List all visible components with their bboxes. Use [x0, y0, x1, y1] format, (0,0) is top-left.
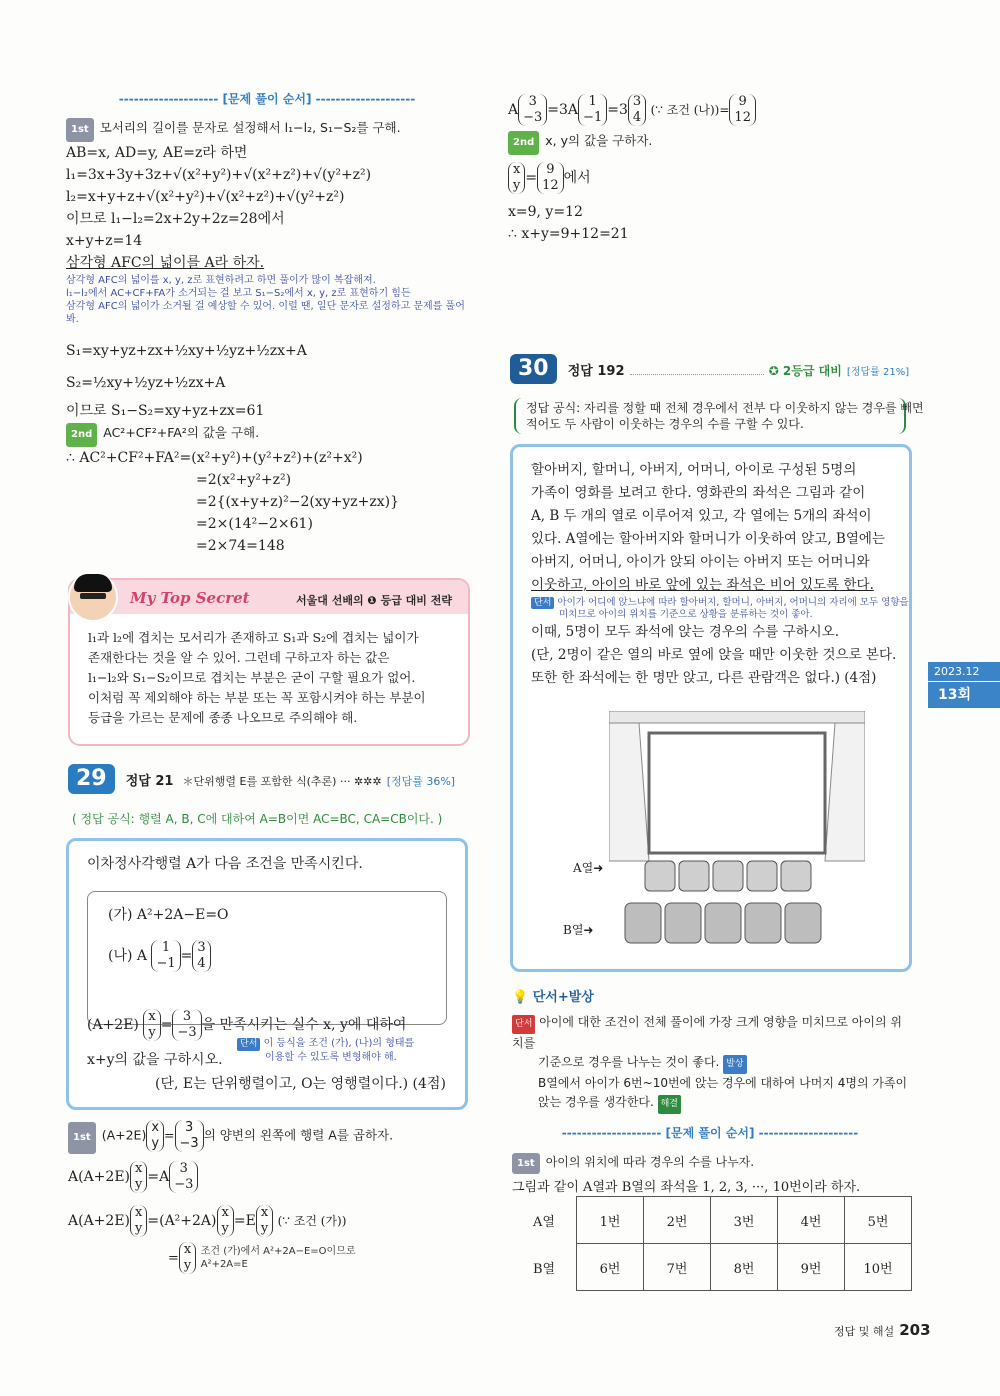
- stem-line: 있다. A열에는 할아버지와 할머니가 이웃하여 앉고, B열에는: [531, 531, 885, 547]
- matrix: 1 −1: [578, 94, 607, 126]
- matrix: 3 −3: [518, 94, 547, 126]
- hint-tag: 단서: [531, 597, 554, 609]
- step-1: [66, 117, 468, 142]
- step-text: AC²+CF²+FA²의 값을 구해.: [103, 425, 260, 440]
- matrix: x y: [217, 1205, 234, 1237]
- q29-solution: [68, 1120, 468, 1274]
- step-2: [66, 422, 468, 447]
- sol-line: S₁=xy+yz+zx+½xy+½yz+½zx+A: [66, 343, 307, 359]
- q29-hint: [237, 1037, 414, 1064]
- secret-subtitle: 서울대 선배의 ❶ 등급 대비 전략: [296, 594, 452, 607]
- sol-line: 이므로 l₁−l₂=2x+2y+2z=28에서: [66, 211, 285, 227]
- sol-line: =2{(x+y+z)²−2(xy+yz+zx)}: [196, 494, 400, 510]
- q29-ask3: (단, E는 단위행렬이고, O는 영행렬이다.) (4점): [155, 1076, 446, 1092]
- matrix: x y: [130, 1161, 147, 1193]
- row-b-seats: [625, 903, 821, 943]
- sol-line: =2(x²+y²+z²): [196, 472, 292, 488]
- avatar: [68, 572, 118, 622]
- bulb-icon: 💡: [512, 990, 529, 1005]
- hint-text: 미치므로 아이의 위치를 기준으로 상황을 분류하는 것이 좋아.: [559, 609, 813, 620]
- seat-cell: 4번: [778, 1197, 845, 1244]
- sol-text: =3: [607, 102, 628, 118]
- clue-line: [512, 1013, 908, 1053]
- seat-cell: 1번: [577, 1197, 644, 1244]
- correct-rate: [정답률 36%]: [386, 775, 456, 788]
- clue-text: 앉는 경우를 생각한다.: [538, 1095, 654, 1109]
- seat-cell: 6번: [577, 1244, 644, 1291]
- matrix: 9 12: [537, 162, 564, 194]
- matrix: x y: [179, 1242, 196, 1274]
- clue-tag: 해결: [658, 1095, 681, 1114]
- q29-stem: 이차정사각행렬 A가 다음 조건을 만족시킨다.: [87, 856, 363, 872]
- stem-line: 이웃하고, 아이의 바로 앞에 있는 좌석은 비어 있도록 한다.: [531, 577, 874, 593]
- my-top-secret-box: [68, 578, 470, 746]
- step-text: 아이의 위치에 따라 경우의 수를 나누자.: [545, 1155, 755, 1169]
- exam-side-tab: [928, 662, 1000, 708]
- stem-line: 이때, 5명이 모두 좌석에 앉는 경우의 수를 구하시오.: [531, 624, 840, 640]
- ask-text: 을 만족시키는 실수 x, y에 대하여: [201, 1017, 407, 1033]
- seat-cell: 5번: [845, 1197, 912, 1244]
- clue-title: [512, 988, 908, 1007]
- matrix: x y: [508, 162, 525, 194]
- note: [201, 1245, 356, 1271]
- clue-line: [512, 1053, 908, 1074]
- stem-line: 아버지, 어머니, 아이가 앉되 아이는 아버지 또는 어머니와: [531, 554, 870, 570]
- theater-illustration: [609, 711, 865, 951]
- q29-formula: ( 정답 공식: 행렬 A, B, C에 대하여 A=B이면 AC=BC, CA=CB이다. ): [72, 812, 443, 826]
- sol-line: x y =9 12 에서: [508, 155, 910, 201]
- stem-line: 또한 한 좌석에는 한 명만 앉고, 다른 관람객은 없다.) (4점): [531, 670, 877, 686]
- sol-text: (A+2E): [101, 1127, 147, 1143]
- note: 삼각형 AFC의 넓이가 소거될 걸 예상할 수 있어. 이럴 땐, 일단 문자로 설정하고 문제를 풀어봐.: [66, 301, 465, 325]
- secret-line: 이처럼 꼭 제외해야 하는 부분 또는 꼭 포함시켜야 하는 부분이: [88, 690, 426, 705]
- step-text: x, y의 값을 구하자.: [545, 133, 653, 148]
- page-footer: [834, 1320, 931, 1339]
- stem-line: 할아버지, 할머니, 아버지, 어머니, 아이로 구성된 5명의: [531, 462, 857, 478]
- hint-text: 이 등식을 조건 (가), (나)의 형태를: [263, 1038, 415, 1049]
- q30-stem: [531, 459, 909, 690]
- sol-text: (∵ 조건 (나))=: [650, 103, 730, 117]
- stem-line: (단, 2명이 같은 열의 바로 옆에 앉을 때만 이웃한 것으로 본다.: [531, 647, 897, 663]
- sol-line: [68, 1200, 468, 1242]
- answer: 정답 192: [567, 364, 625, 379]
- sol-line: S₂=½xy+½yz+½zx+A: [66, 375, 226, 391]
- step-tag: 1st: [68, 1122, 96, 1154]
- table-row: [512, 1197, 912, 1244]
- step-text: 모서리의 길이를 문자로 설정해서 l₁−l₂, S₁−S₂를 구해.: [99, 120, 401, 135]
- sol-text: =(A²+2A): [147, 1212, 217, 1229]
- ask-text: (A+2E): [87, 1017, 139, 1033]
- sol-text: (∵ 조건 (가)): [277, 1213, 347, 1228]
- matrix: x y: [146, 1120, 164, 1152]
- sol-line: 그림과 같이 A열과 B열의 좌석을 1, 2, 3, ···, 10번이라 하자.: [512, 1180, 861, 1195]
- curtain-right: [825, 723, 865, 861]
- seat-cell: 10번: [845, 1244, 912, 1291]
- clue-line: [512, 1093, 908, 1114]
- secret-line: 존재한다는 것을 알 수 있어. 그런데 구하고자 하는 값은: [88, 650, 390, 665]
- q30-box: [510, 444, 912, 972]
- eq: =: [160, 1017, 173, 1033]
- matrix: 3 −3: [172, 1009, 201, 1041]
- sol-line: l₂=x+y+z+√(x²+y²)+√(x²+z²)+√(y²+z²): [66, 189, 345, 205]
- left-column: [66, 90, 468, 557]
- step-tag: 1st: [512, 1153, 540, 1174]
- sol-text: A(A+2E): [68, 1168, 131, 1185]
- matrix: 3 −3: [169, 1161, 198, 1193]
- note: l₁−l₂에서 AC+CF+FA가 소거되는 걸 보고 S₁−S₂에서 x, y, z로 표현하기 힘든: [66, 288, 411, 299]
- clue-text: 기준으로 경우를 나누는 것이 좋다.: [538, 1055, 720, 1069]
- q29-box: [66, 838, 468, 1110]
- matrix: 1 −1: [151, 940, 180, 972]
- row-header: A열: [533, 1214, 555, 1230]
- secret-body: [88, 628, 426, 728]
- sol-text: 의 양변의 왼쪽에 행렬 A를 곱하자.: [203, 1127, 394, 1143]
- hint-tag: 단서: [237, 1038, 260, 1051]
- secret-title: My Top Secret: [130, 589, 250, 607]
- formula-line: 정답 공식: 자리를 정할 때 전체 경우에서 전부 다 이웃하지 않는 경우를 빼면: [526, 401, 924, 415]
- exam-round: 13회: [938, 687, 972, 703]
- question-number: 29: [68, 764, 115, 794]
- cond2-text: (나) A: [108, 948, 148, 964]
- correct-rate: [정답률 21%]: [846, 367, 910, 378]
- step-2: [508, 130, 910, 155]
- matrix: x y: [143, 1009, 160, 1041]
- clue-tag: 단서: [512, 1015, 535, 1034]
- seat-table: [512, 1196, 912, 1291]
- seat-cell: 2번: [644, 1197, 711, 1244]
- sol-line: =2×(14²−2×61): [196, 516, 313, 532]
- clue-section: [512, 988, 908, 1197]
- row-b-label: B열➜: [563, 923, 594, 937]
- step-1: 1st (A+2E) x y= 3 −3의 양변의 왼쪽에 행렬 A를 곱하자.: [68, 1120, 468, 1154]
- q30-hint: [531, 597, 909, 621]
- answer: 정답 21: [125, 774, 174, 789]
- clue-tag: 발상: [723, 1055, 746, 1074]
- sol-text: =E: [233, 1212, 256, 1229]
- step-tag: 2nd: [508, 131, 539, 155]
- sol-line: 이므로 S₁−S₂=xy+yz+zx=61: [66, 403, 265, 419]
- exam-date: 2023.12: [928, 662, 1000, 682]
- q30-header: [510, 354, 910, 384]
- matrix: 3 −3: [175, 1120, 204, 1152]
- right-column: [508, 90, 910, 245]
- q29-header: [68, 764, 468, 794]
- sol-text: 에서: [563, 170, 591, 186]
- row-a-seats: [645, 861, 811, 891]
- note-text: A²+2A=E: [200, 1258, 248, 1270]
- question-number: 30: [510, 354, 557, 384]
- hint-text: 아이가 어디에 앉느냐에 따라 할아버지, 할머니, 아버지, 어머니의 자리에 모두 영향을: [557, 597, 909, 608]
- matrix: 3 4: [192, 940, 210, 972]
- step-tag: 1st: [66, 118, 94, 142]
- sol-line: A(A+2E)x y =A3 −3: [68, 1154, 468, 1200]
- sol-text: A(A+2E): [68, 1212, 131, 1229]
- sol-line: ∴ AC²+CF²+FA²=(x²+y²)+(y²+z²)+(z²+x²): [66, 450, 363, 466]
- matrix: 3 4: [628, 94, 646, 126]
- seat-cell: 7번: [644, 1244, 711, 1291]
- condition-box: [87, 891, 447, 1025]
- sol-line: =2×74=148: [196, 538, 285, 554]
- grade-badge: ✪ 2등급 대비: [768, 364, 842, 378]
- sol-line: 삼각형 AFC의 넓이를 A라 하자.: [66, 255, 265, 271]
- curtain-left: [609, 723, 649, 861]
- row-header: B열: [532, 1261, 556, 1277]
- seat-cell: 8번: [711, 1244, 778, 1291]
- secret-line: 등급을 가르는 문제에 종종 나오므로 주의해야 해.: [88, 710, 358, 725]
- clue-title-text: 단서+발상: [532, 990, 594, 1005]
- footer-label: 정답 및 해설: [834, 1325, 895, 1338]
- q29-ask2: x+y의 값을 구하시오.: [87, 1052, 223, 1068]
- sol-line: =x y 조건 (가)에서 A²+2A−E=O이므로 A²+2A=E: [168, 1241, 356, 1273]
- matrix: 9 12: [729, 94, 756, 126]
- sol-line: AB=x, AD=y, AE=z라 하면: [66, 145, 248, 161]
- clue-text: 아이에 대한 조건이 전체 풀이에 가장 크게 영향을 미치므로 아이의 위치를: [512, 1015, 902, 1050]
- condition-1: (가) A²+2A−E=O: [108, 907, 229, 923]
- sol-line: A3 −3 =3A1 −1 =33 4 (∵ 조건 (나))=9 12: [508, 90, 910, 130]
- solution-order-header: -------------------- [문제 풀이 순서] --------------------: [118, 92, 416, 106]
- formula-line: 적어도 두 사람이 이웃하는 경우의 수를 구할 수 있다.: [526, 417, 804, 431]
- q30-formula: [514, 398, 924, 434]
- page-number: 203: [899, 1321, 931, 1339]
- clue-line: [512, 1074, 908, 1093]
- stem-line: A, B 두 개의 열로 이루어져 있고, 각 열에는 5개의 좌석이: [531, 508, 872, 524]
- secret-line: l₁과 l₂에 겹치는 모서리가 존재하고 S₁과 S₂에 겹치는 넓이가: [88, 630, 419, 645]
- step-1: [512, 1153, 908, 1174]
- topic: ＊단위행렬 E를 포함한 식(추론) ··· ✲✲✲: [182, 775, 382, 788]
- note-text: 조건 (가)에서 A²+2A−E=O이므로: [200, 1245, 356, 1257]
- seat-cell: 9번: [778, 1244, 845, 1291]
- step-tag: 2nd: [66, 423, 97, 447]
- sol-text: =3A: [547, 102, 579, 118]
- sol-line: l₁=3x+3y+3z+√(x²+y²)+√(x²+z²)+√(y²+z²): [66, 167, 372, 183]
- secret-line: l₁−l₂와 S₁−S₂이므로 겹치는 부분은 굳이 구할 필요가 없어.: [88, 670, 416, 685]
- sol-line: x=9, y=12: [508, 204, 583, 220]
- screen: [649, 733, 825, 853]
- condition-2: (나) A 1 −1 =3 4: [108, 940, 211, 972]
- stem-line: 가족이 영화를 보려고 한다. 영화관의 좌석은 그림과 같이: [531, 485, 866, 501]
- matrix: x y: [130, 1205, 147, 1237]
- row-a-label: A열➜: [573, 861, 604, 875]
- matrix: x y: [256, 1205, 273, 1237]
- solution-order-header: -------------------- [문제 풀이 순서] --------------------: [561, 1126, 859, 1140]
- note: 삼각형 AFC의 넓이를 x, y, z로 표현하려고 하면 풀이가 많이 복잡해져.: [66, 275, 376, 286]
- table-row: [512, 1244, 912, 1291]
- seat-cell: 3번: [711, 1197, 778, 1244]
- sol-line: ∴ x+y=9+12=21: [508, 226, 629, 242]
- hint-text: 이용할 수 있도록 변형해야 해.: [265, 1052, 397, 1063]
- sol-line: x+y+z=14: [66, 233, 143, 249]
- clue-text: B열에서 아이가 6번~10번에 앉는 경우에 대하여 나머지 4명의 가족이: [538, 1076, 908, 1090]
